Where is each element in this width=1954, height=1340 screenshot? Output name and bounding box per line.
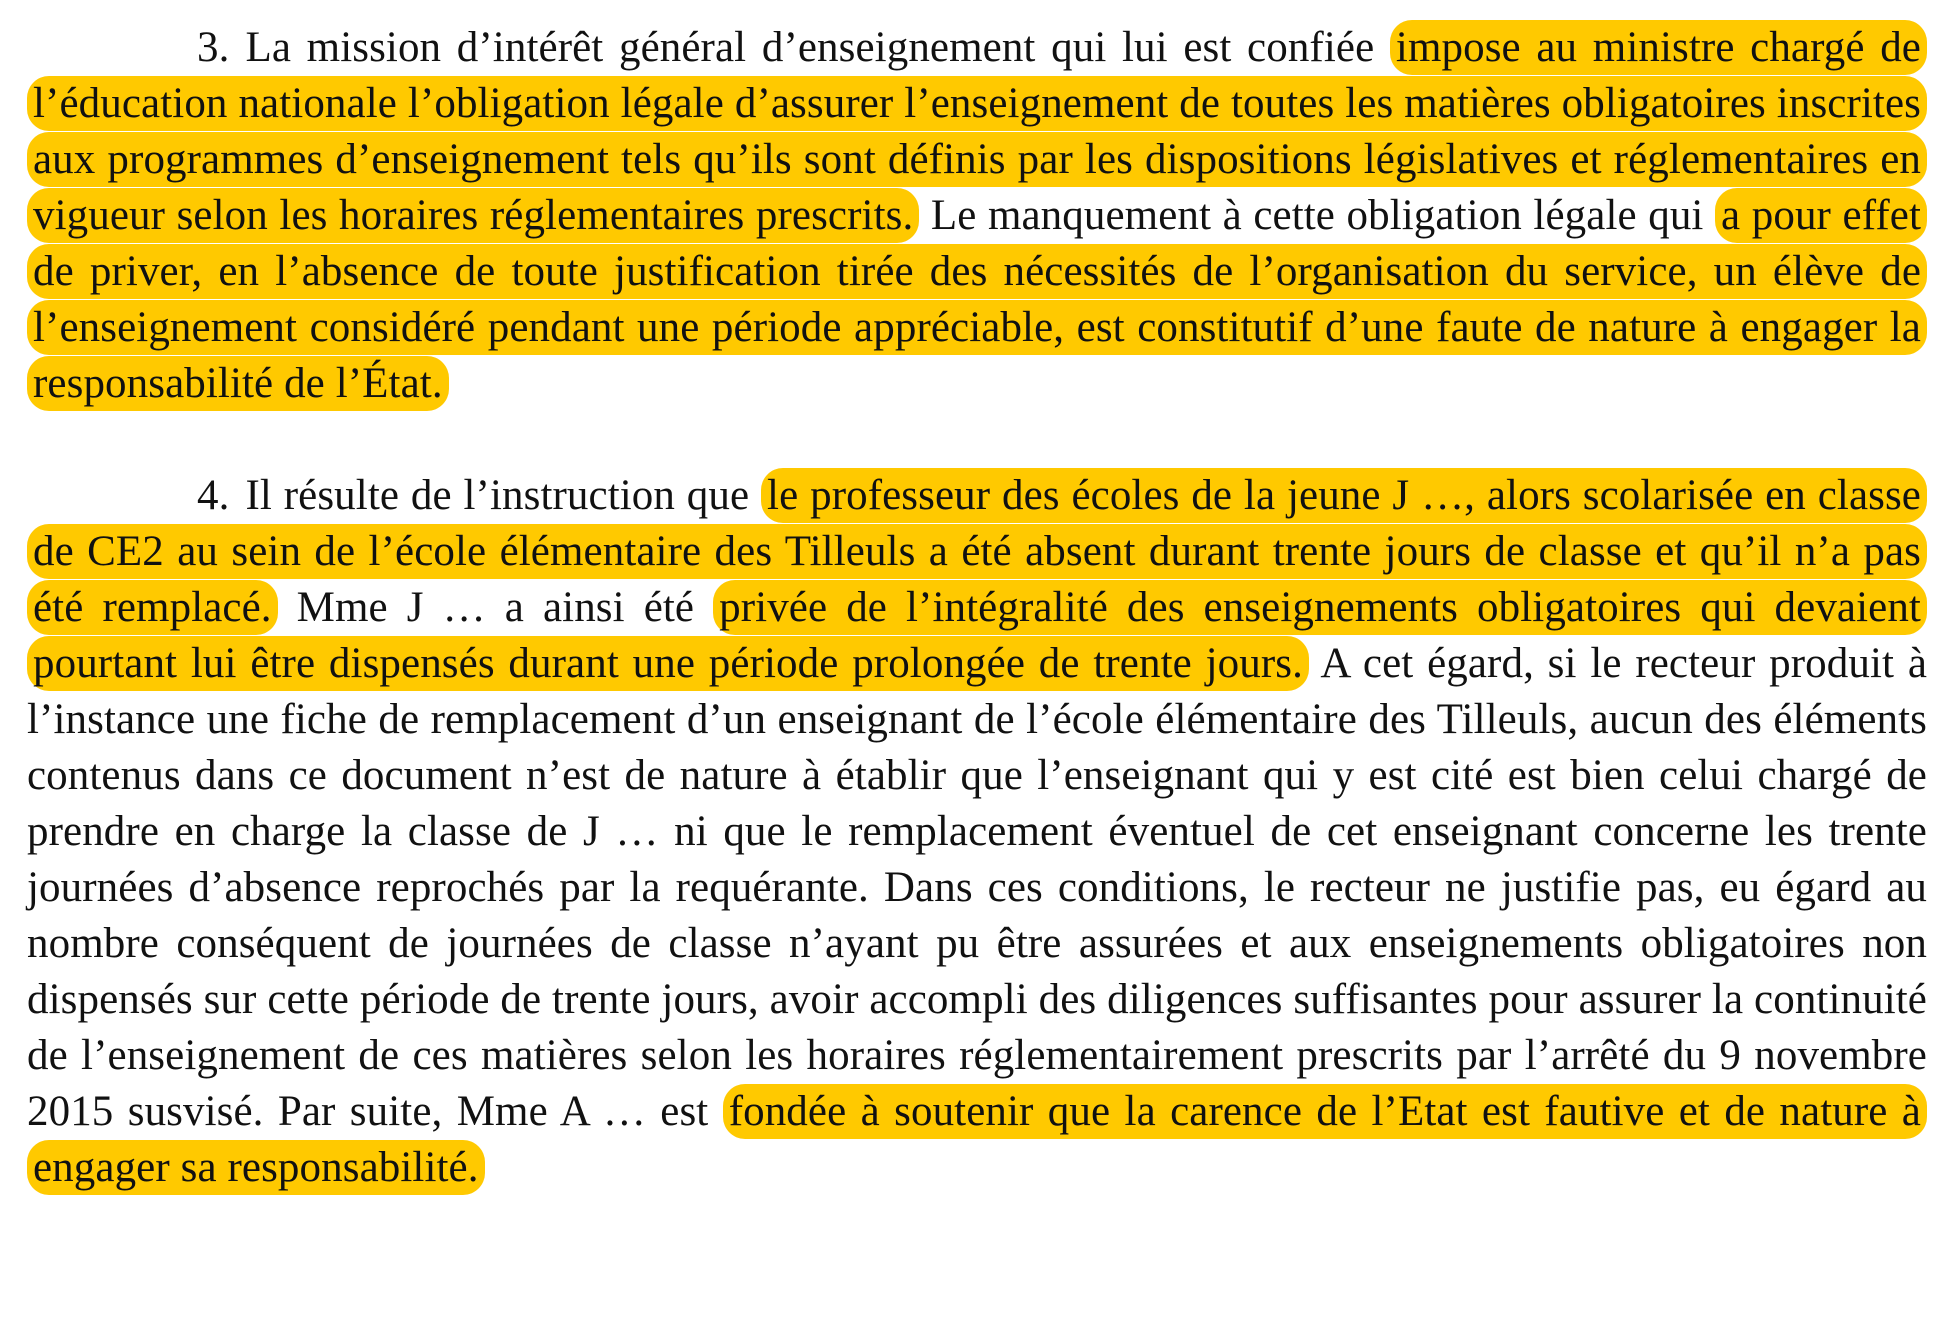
paragraph-number: 4. xyxy=(197,472,230,519)
paragraph-text: A cet égard, si le recteur produit à l’instance une fiche de remplacement d’un enseignant de l’école élémentaire des Tilleuls, aucun des éléments contenus dans ce document n’est de nature à établir que l’enseignant qui y est cité est bien celui chargé de prendre en charge la classe de J … ni que le remplacement éventuel de cet enseignant concerne les trente journées d’absence reprochés par la requérante. Dans ces conditions, le recteur ne justifie pas, eu égard au nombre conséquent de journées de classe n’ayant pu être assurées et aux enseignements obligatoires non dispensés sur cette période de trente jours, avoir accompli des diligences suffisantes pour assurer la continuité de l’enseignement de ces matières selon les horaires réglementairement prescrits par l’arrêté du 9 novembre 2015 susvisé. Par suite, Mme A … est xyxy=(27,640,1928,1135)
highlighted-passage: privée de l’intégralité des enseignements obligatoires qui devaient pourtant lui être dispensés durant une période prolongée de trente jours. xyxy=(27,580,1927,691)
document-page xyxy=(27,20,1927,1196)
highlighted-passage: impose au ministre chargé de l’éducation nationale l’obligation légale d’assurer l’enseignement de toutes les matières obligatoires inscrites aux programmes d’enseignement tels qu’ils sont définis par les dispositions législatives et réglementaires en vigueur selon les horaires réglementaires prescrits. xyxy=(27,20,1927,243)
highlighted-passage: fondée à soutenir que la carence de l’Etat est fautive et de nature à engager sa responsabilité. xyxy=(27,1084,1927,1195)
paragraph-text: La mission d’intérêt général d’enseignement qui lui est confiée xyxy=(245,24,1390,71)
paragraph-number: 3. xyxy=(197,24,230,71)
highlighted-passage: le professeur des écoles de la jeune J …, alors scolarisée en classe de CE2 au sein de l’école élémentaire des Tilleuls a été absent durant trente jours de classe et qu’il n’a pas été remplacé. xyxy=(27,468,1927,635)
paragraph-text: Le manquement à cette obligation légale qui xyxy=(919,192,1716,239)
paragraph-text: Il résulte de l’instruction que xyxy=(245,472,762,519)
paragraph-text: Mme J … a ainsi été xyxy=(277,584,714,631)
paragraph-4 xyxy=(27,468,1927,1196)
highlighted-passage: a pour effet de priver, en l’absence de toute justification tirée des nécessités de l’organisation du service, un élève de l’enseignement considéré pendant une période appréciable, est constitutif d’une faute de nature à engager la responsabilité de l’État. xyxy=(27,188,1927,411)
paragraph-3 xyxy=(27,20,1927,412)
